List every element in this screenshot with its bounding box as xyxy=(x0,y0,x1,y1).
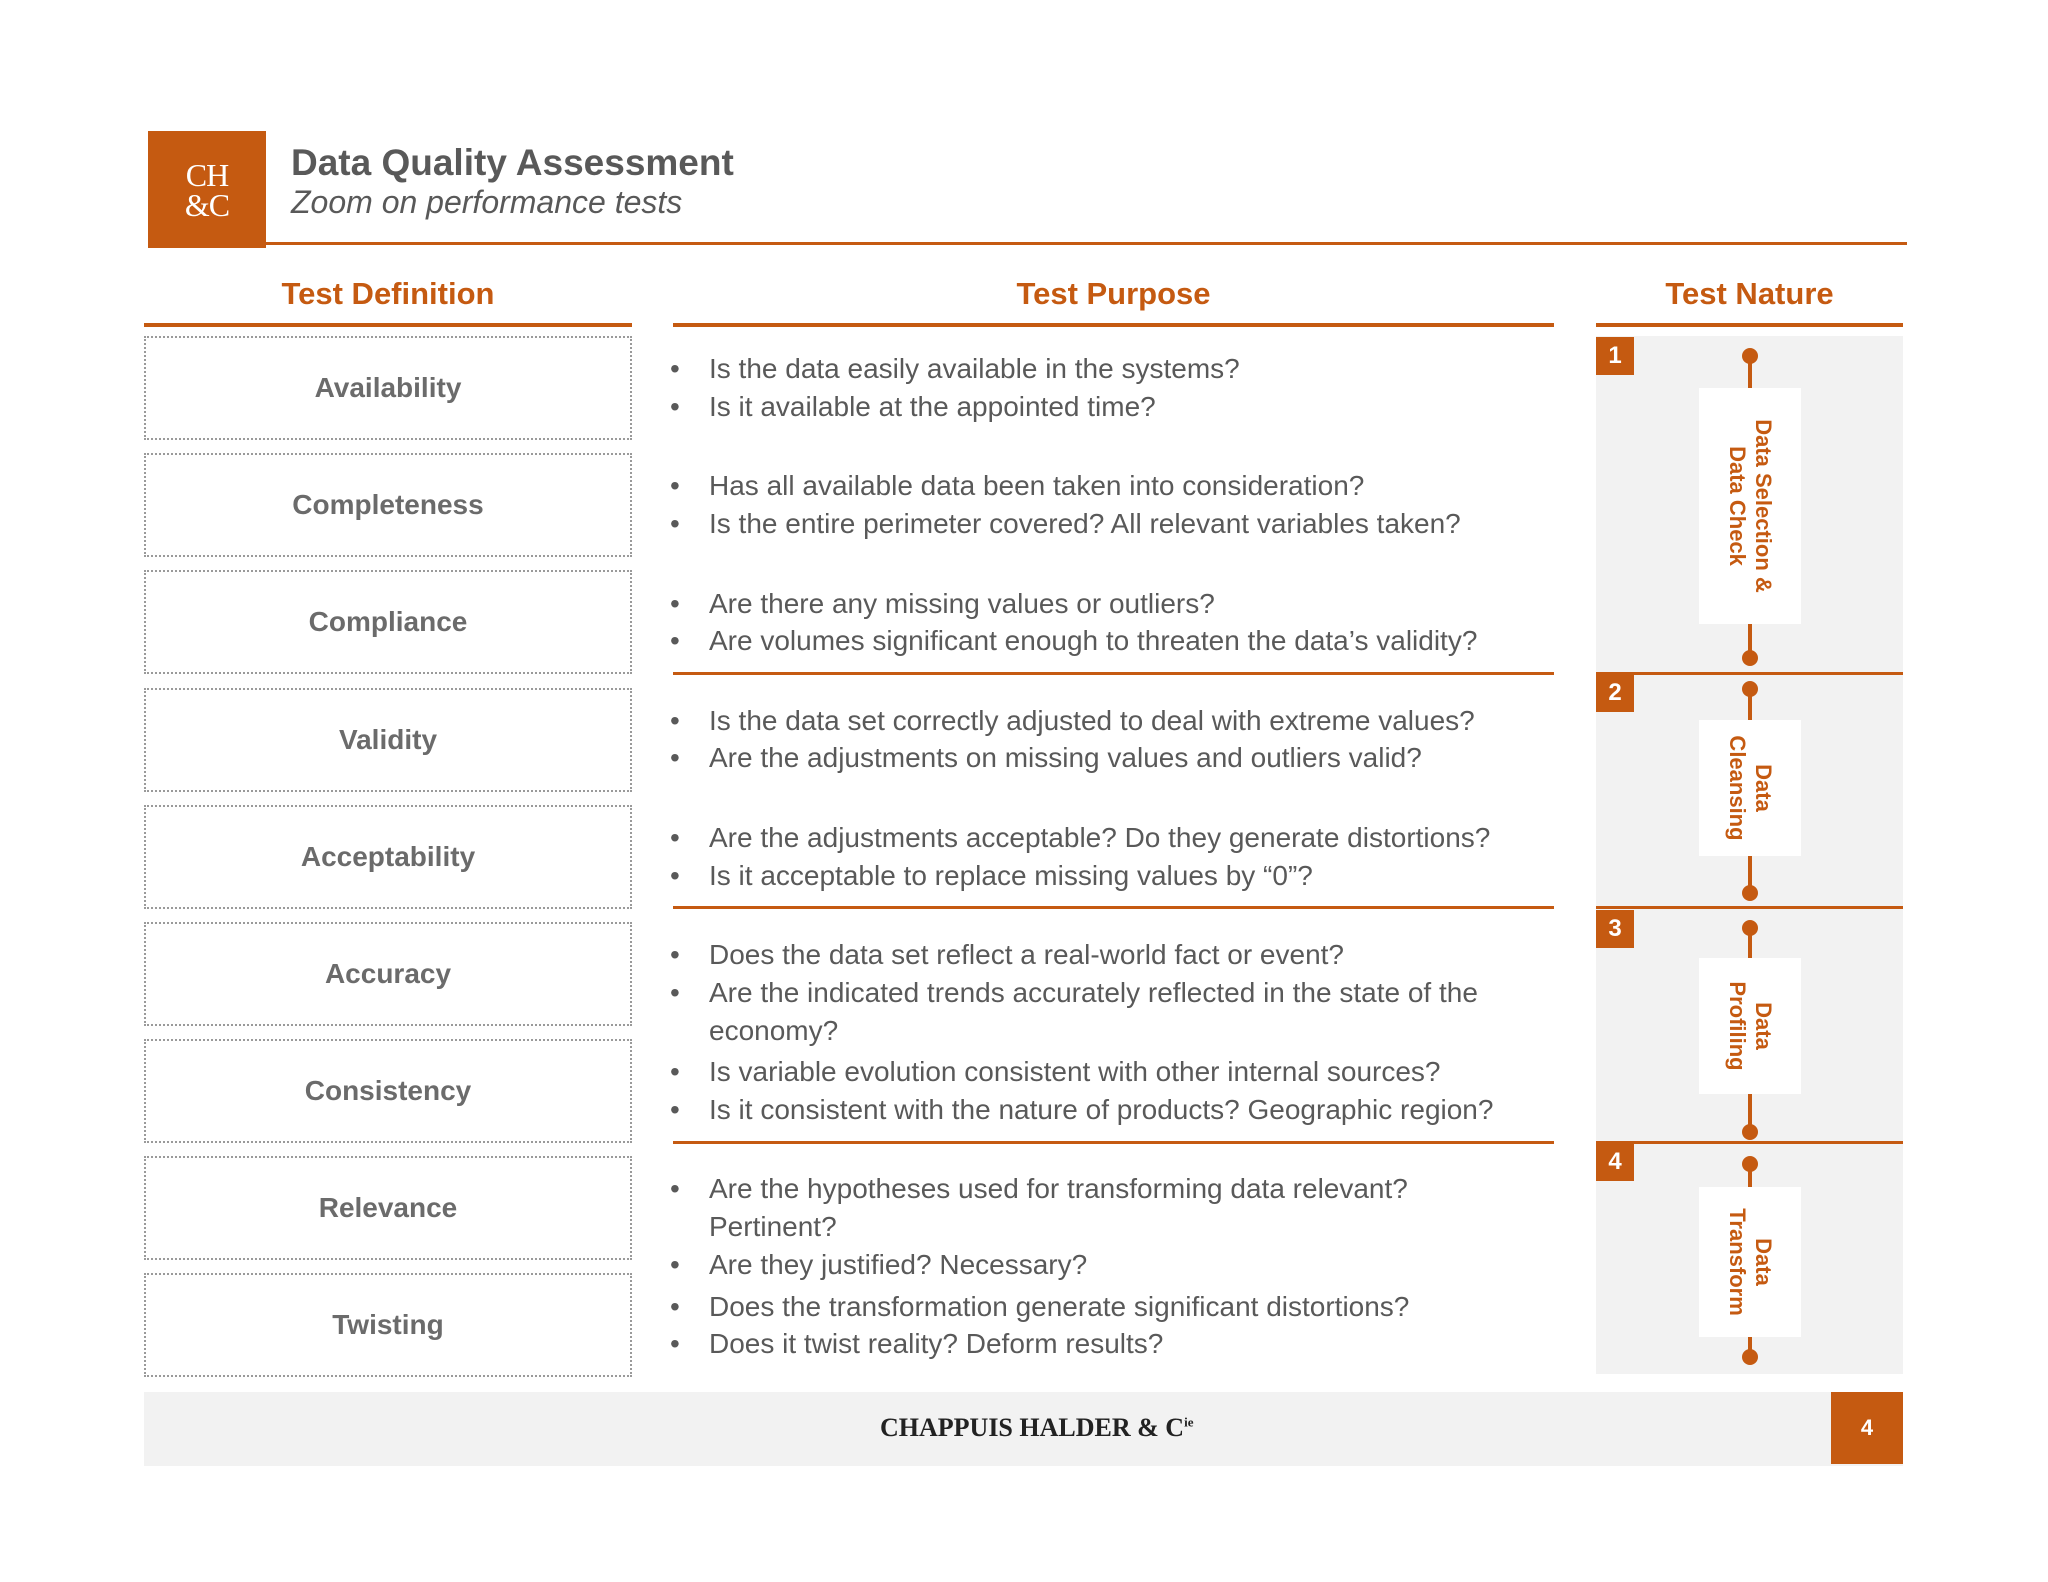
purpose-section-divider xyxy=(673,1141,1554,1144)
step-connector-dot xyxy=(1742,1124,1758,1140)
step-label-box xyxy=(1699,388,1801,624)
purpose-bullet: • Is the entire perimeter covered? All relevant variables taken? xyxy=(670,505,1461,543)
step-label-box xyxy=(1699,958,1801,1094)
step-label: Data Profiling xyxy=(1725,981,1776,1071)
step-connector-dot xyxy=(1742,885,1758,901)
logo-line-1: CH xyxy=(185,156,229,193)
definition-box-validity: Validity xyxy=(144,688,632,792)
purpose-bullet: • Does it twist reality? Deform results? xyxy=(670,1325,1163,1363)
purpose-bullet: • Are there any missing values or outliers? xyxy=(670,585,1215,623)
purpose-bullet: • Are the adjustments on missing values and outliers valid? xyxy=(670,739,1422,777)
column-divider-nature xyxy=(1596,323,1903,327)
page-subtitle: Zoom on performance tests xyxy=(291,184,683,220)
step-label: Data Selection & Data Check xyxy=(1725,419,1776,593)
header-divider xyxy=(266,242,1907,245)
definition-box-availability: Availability xyxy=(144,336,632,440)
definition-box-accuracy: Accuracy xyxy=(144,922,632,1026)
purpose-bullet: • Does the data set reflect a real-world fact or event? xyxy=(670,936,1344,974)
step-connector-dot xyxy=(1742,681,1758,697)
purpose-bullet: • Does the transformation generate significant distortions? xyxy=(670,1288,1409,1326)
step-number-badge: 1 xyxy=(1596,337,1634,375)
purpose-bullet: • Is variable evolution consistent with other internal sources? xyxy=(670,1053,1441,1091)
nature-section-divider xyxy=(1596,672,1903,675)
purpose-bullet: • Has all available data been taken into consideration? xyxy=(670,467,1364,505)
step-label-box xyxy=(1699,720,1801,856)
column-divider-definition xyxy=(144,323,632,327)
step-connector-dot xyxy=(1742,920,1758,936)
step-connector-dot xyxy=(1742,348,1758,364)
purpose-section-divider xyxy=(673,672,1554,675)
step-number-badge: 3 xyxy=(1596,910,1634,948)
definition-box-compliance: Compliance xyxy=(144,570,632,674)
footer-brand: CHAPPUIS HALDER & $C^{ie}$ xyxy=(880,1413,1194,1442)
purpose-bullet: • Are they justified? Necessary? xyxy=(670,1246,1087,1284)
purpose-bullet: • Is it acceptable to replace missing values by “0”? xyxy=(670,857,1313,895)
logo-line-2: &C xyxy=(184,186,230,223)
purpose-bullet: • Are the hypotheses used for transforming data relevant? Pertinent? xyxy=(670,1170,1408,1246)
purpose-bullet: • Is the data set correctly adjusted to deal with extreme values? xyxy=(670,702,1475,740)
purpose-bullet: • Are the adjustments acceptable? Do they generate distortions? xyxy=(670,819,1490,857)
company-logo xyxy=(148,131,266,248)
definition-box-consistency: Consistency xyxy=(144,1039,632,1143)
definition-box-relevance: Relevance xyxy=(144,1156,632,1260)
purpose-bullet: • Are volumes significant enough to threaten the data’s validity? xyxy=(670,622,1477,660)
step-number-badge: 4 xyxy=(1596,1143,1634,1181)
step-connector-dot xyxy=(1742,1156,1758,1172)
purpose-bullet: • Are the indicated trends accurately reflected in the state of the economy? xyxy=(670,974,1478,1050)
column-header-purpose: Test Purpose xyxy=(1016,276,1211,311)
purpose-section-divider xyxy=(673,906,1554,909)
column-divider-purpose xyxy=(673,323,1554,327)
step-connector-dot xyxy=(1742,1349,1758,1365)
step-label: Data Cleansing xyxy=(1725,735,1776,841)
page-number: 4 xyxy=(1831,1392,1903,1464)
definition-box-completeness: Completeness xyxy=(144,453,632,557)
step-connector-dot xyxy=(1742,650,1758,666)
purpose-bullet: • Is it consistent with the nature of products? Geographic region? xyxy=(670,1091,1493,1129)
purpose-bullet: • Is it available at the appointed time? xyxy=(670,388,1156,426)
page-title: Data Quality Assessment xyxy=(291,142,734,183)
step-label: Data Transform xyxy=(1725,1208,1776,1316)
column-header-definition: Test Definition xyxy=(281,276,495,311)
nature-section-divider xyxy=(1596,906,1903,909)
definition-box-twisting: Twisting xyxy=(144,1273,632,1377)
column-header-nature: Test Nature xyxy=(1665,276,1834,311)
step-label-box xyxy=(1699,1187,1801,1337)
definition-box-acceptability: Acceptability xyxy=(144,805,632,909)
step-number-badge: 2 xyxy=(1596,674,1634,712)
purpose-bullet: • Is the data easily available in the systems? xyxy=(670,350,1240,388)
nature-section-divider xyxy=(1596,1141,1903,1144)
